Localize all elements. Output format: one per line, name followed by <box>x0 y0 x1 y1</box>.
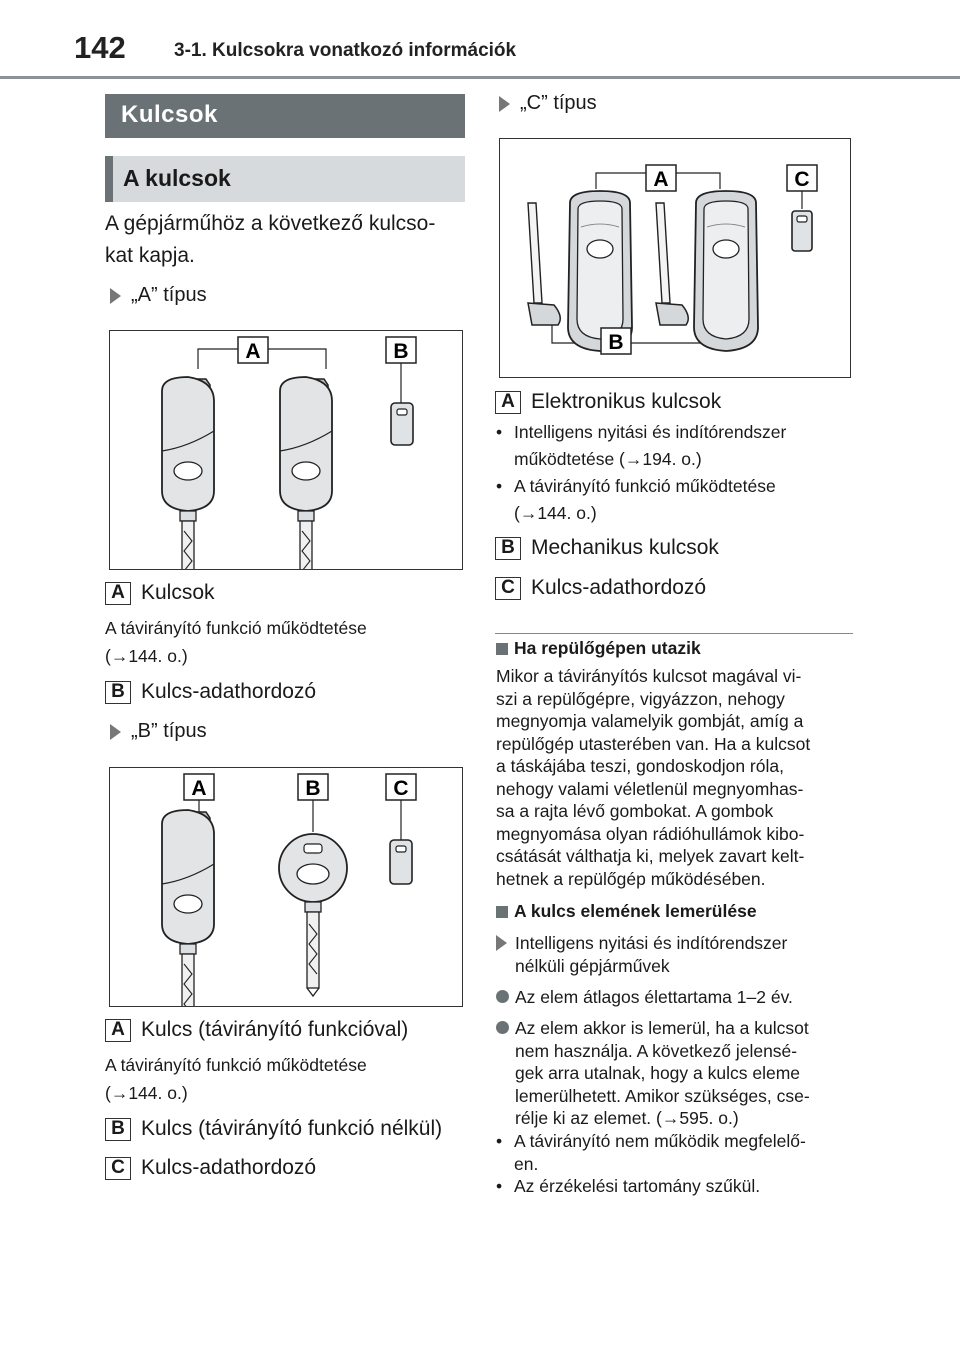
label-box-a: A <box>105 582 131 605</box>
bullet-item: • Intelligens nyitási és indítórendszer működtetése (→194. o.) <box>496 422 787 469</box>
triangle-icon <box>499 96 510 112</box>
type-b-item-b: B Kulcs (távirányító funkció nélkül) <box>105 1117 442 1141</box>
type-b-item-a: A Kulcs (távirányító funkcióval) <box>105 1018 408 1042</box>
fig-c-label-a: A <box>653 168 669 191</box>
plain-key-drawing <box>279 834 347 996</box>
fig-b-label-b: B <box>305 777 321 800</box>
type-a-heading: „A” típus <box>110 284 207 307</box>
page-number: 142 <box>74 30 126 65</box>
type-b-heading: „B” típus <box>110 720 207 743</box>
fig-b-label-a: A <box>191 777 207 800</box>
square-bullet-icon <box>496 643 508 655</box>
bullet-item: • Az érzékelési tartomány szűkül. <box>496 1176 761 1196</box>
fig-c-label-b: B <box>608 331 624 354</box>
type-c-item-c: C Kulcs-adathordozó <box>495 576 706 600</box>
fig-a-label-b: B <box>393 340 409 363</box>
label-box-a: A <box>495 391 521 414</box>
fig-b-label-c: C <box>393 777 409 800</box>
battery-heading: A kulcs elemének lemerülése <box>496 901 757 922</box>
label-box-b: B <box>495 537 521 560</box>
type-c-item-a: A Elektronikus kulcsok <box>495 390 721 414</box>
fig-c-label-c: C <box>794 168 810 191</box>
triangle-icon <box>110 288 121 304</box>
intro-text: A gépjárműhöz a következő kulcso- kat kapja. <box>105 212 436 267</box>
label-box-c: C <box>495 577 521 600</box>
type-c-bullets <box>496 419 856 527</box>
subsection-title: A kulcsok <box>123 165 231 191</box>
airplane-paragraph: Mikor a távirányítós kulcsot magával vi- szi a repülőgépre, vigyázzon, nehogy megnyomja valamelyik gombját, amíg a repülőgép utasterében van. Ha a kulcsot a táskájába teszi, gondoskodjon róla, nehogy valami véletlenül megnyomhas- sa a rajta lévő gombokat. A gombok megnyomása olyan rádióhullámok kibo- csátását válthatja ki, melyek zavart kelt- hetnek a repülőgép működésében. <box>496 666 811 889</box>
type-a-note: A távirányító funkció működtetése (→144. o.) <box>105 618 367 666</box>
dot-bullet-icon <box>496 990 509 1003</box>
divider <box>495 633 853 634</box>
section-bar <box>105 94 465 138</box>
battery-dot-1: Az elem átlagos élettartama 1–2 év. <box>496 986 856 1009</box>
triangle-icon <box>110 724 121 740</box>
type-a-item-a: A Kulcsok <box>105 581 215 605</box>
type-b-note: A távirányító funkció működtetése (→144. o.) <box>105 1055 367 1103</box>
section-title: Kulcsok <box>121 101 218 128</box>
battery-dot-2: Az elem akkor is lemerül, ha a kulcsot nem használja. A következő jelensé- gek arra utalnak, hogy a kulcs eleme lemerülhetett. Amikor szükséges, cse- rélje ki az elemet. (→595. o.) <box>496 1017 858 1130</box>
type-c-item-b: B Mechanikus kulcsok <box>495 536 719 560</box>
type-c-heading: „C” típus <box>499 92 597 115</box>
figure-type-c <box>499 138 851 378</box>
label-box-a: A <box>105 1019 131 1042</box>
chapter-title: 3-1. Kulcsokra vonatkozó információk <box>174 40 517 61</box>
triangle-icon <box>496 935 507 951</box>
type-b-item-c: C Kulcs-adathordozó <box>105 1156 316 1180</box>
battery-bullets <box>496 1130 856 1198</box>
type-a-item-b: B Kulcs-adathordozó <box>105 680 316 704</box>
airplane-heading: Ha repülőgépen utazik <box>496 638 701 659</box>
figure-type-a <box>109 330 463 570</box>
square-bullet-icon <box>496 906 508 918</box>
subsection-bar <box>105 156 465 202</box>
header-rule <box>0 76 960 79</box>
label-box-b: B <box>105 1118 131 1141</box>
fig-a-label-a: A <box>245 340 261 363</box>
label-box-b: B <box>105 681 131 704</box>
battery-subheading: Intelligens nyitási és indítórendszer nélküli gépjárművek <box>496 932 856 977</box>
bullet-item: • A távirányító nem működik megfelelő- en. <box>496 1131 806 1174</box>
bullet-item: • A távirányító funkció működtetése (→144. o.) <box>496 476 776 523</box>
label-box-c: C <box>105 1157 131 1180</box>
figure-type-b <box>109 767 463 1007</box>
dot-bullet-icon <box>496 1021 509 1034</box>
